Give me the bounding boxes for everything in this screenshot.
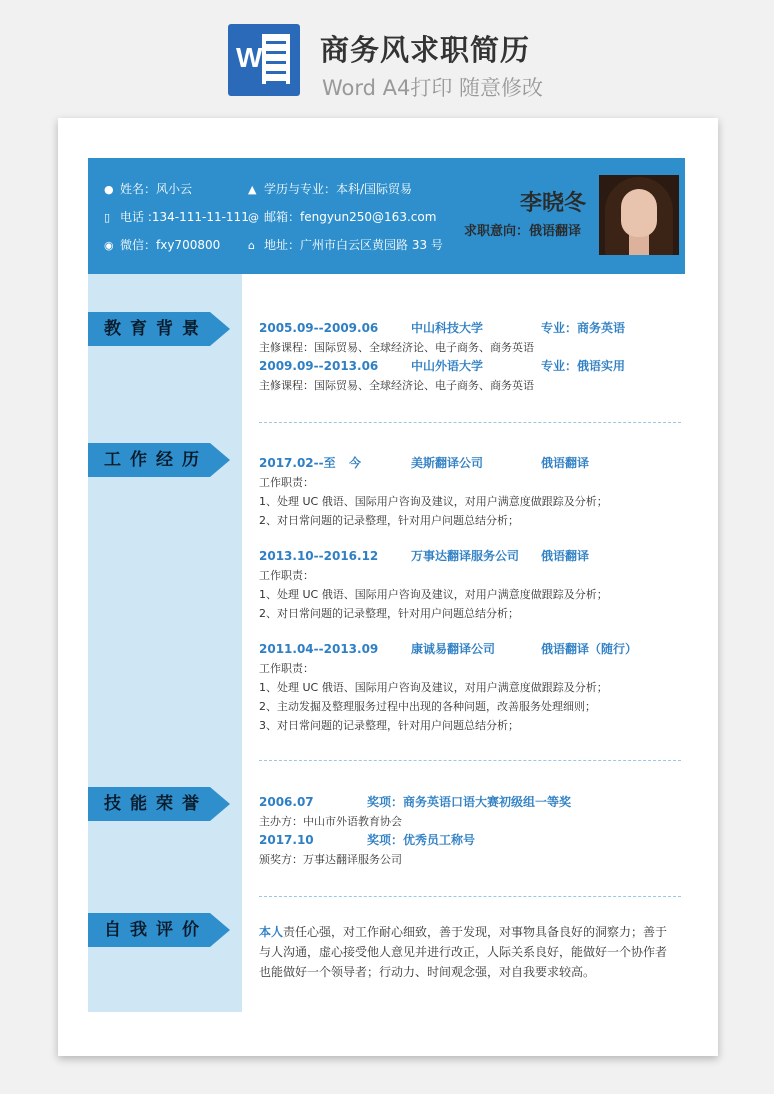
work-entry: 2017.02--至 今 美斯翻译公司 俄语翻译 工作职责： 1、处理 UC 俄语、国际用户咨询及建议，对用户满意度做跟踪及分析； 2、对日常问题的记录整理，针对用户问题总结分析； bbox=[259, 456, 608, 527]
education-courses: 主修课程：国际贸易、全球经济论、电子商务、商务英语 bbox=[259, 341, 534, 354]
divider bbox=[259, 760, 681, 761]
work-entry: 2011.04--2013.09 康诚易翻译公司 俄语翻译（随行） 工作职责： 1、处理 UC 俄语、国际用户咨询及建议，对用户满意度做跟踪及分析； 2、主动发掘及整理服务过程中出现的各种问题，改善服务处理细则； 3、对日常问题的记录整理，针对用户问题总结分析； bbox=[259, 642, 638, 732]
education-entry-header: 2009.09--2013.06 中山外语大学 专业：俄语实用 bbox=[259, 359, 626, 373]
sidebar bbox=[88, 274, 242, 1012]
banner-title: 商务风求职简历 bbox=[320, 33, 531, 67]
at-icon: @ bbox=[248, 211, 259, 224]
self-evaluation: 本人责任心强，对工作耐心细致，善于发现，对事物具备良好的洞察力；善于与人沟通，虚心接受他人意见并进行改正，人际关系良好，能做好一个协作者也能做好一个领导者；行动力、时间观念强，对自我要求较高。 bbox=[259, 925, 668, 979]
graduation-cap-icon: ▲ bbox=[248, 183, 257, 196]
phone-info: ▯ 电话 :134-111-11-111 bbox=[104, 210, 249, 224]
word-logo-icon: W bbox=[228, 24, 300, 96]
divider bbox=[259, 896, 681, 897]
banner-subtitle: Word A4打印 随意修改 bbox=[322, 76, 544, 100]
phone-icon: ▯ bbox=[104, 211, 111, 224]
email-info: @ 邮箱：fengyun250@163.com bbox=[248, 210, 437, 224]
section-label-work: 工作经历 bbox=[88, 443, 210, 477]
person-icon: ● bbox=[104, 183, 114, 196]
education-courses: 主修课程：国际贸易、全球经济论、电子商务、商务英语 bbox=[259, 379, 534, 392]
name-info: ● 姓名：风小云 bbox=[104, 182, 193, 196]
education-info: ▲ 学历与专业：本科/国际贸易 bbox=[248, 182, 413, 196]
education-section bbox=[259, 319, 626, 395]
divider bbox=[259, 422, 681, 423]
chat-icon: ◉ bbox=[104, 239, 114, 252]
resume-page bbox=[58, 118, 718, 1056]
section-label-skills: 技能荣誉 bbox=[88, 787, 210, 821]
resume-header bbox=[88, 158, 685, 274]
work-entry: 2013.10--2016.12 万事达翻译服务公司 俄语翻译 工作职责： 1、处理 UC 俄语、国际用户咨询及建议，对用户满意度做跟踪及分析； 2、对日常问题的记录整理，针对用户问题总结分析； bbox=[259, 549, 608, 620]
person-name: 李晓冬 bbox=[520, 191, 587, 216]
profile-photo bbox=[599, 175, 679, 255]
section-label-self: 自我评价 bbox=[88, 913, 210, 947]
banner bbox=[0, 0, 774, 110]
skills-section: 2006.07 奖项：商务英语口语大赛初级组一等奖 主办方：中山市外语教育协会 2017.10 奖项：优秀员工称号 颁奖方：万事达翻译服务公司 bbox=[259, 795, 572, 866]
address-info: ⌂ 地址：广州市白云区黄园路 33 号 bbox=[248, 238, 443, 252]
job-intent: 求职意向：俄语翻译 bbox=[464, 224, 582, 239]
wechat-info: ◉ 微信：fxy700800 bbox=[104, 238, 221, 252]
section-label-education: 教育背景 bbox=[88, 312, 210, 346]
home-icon: ⌂ bbox=[248, 239, 255, 252]
education-entry-header: 2005.09--2009.06 中山科技大学 专业：商务英语 bbox=[259, 321, 626, 335]
